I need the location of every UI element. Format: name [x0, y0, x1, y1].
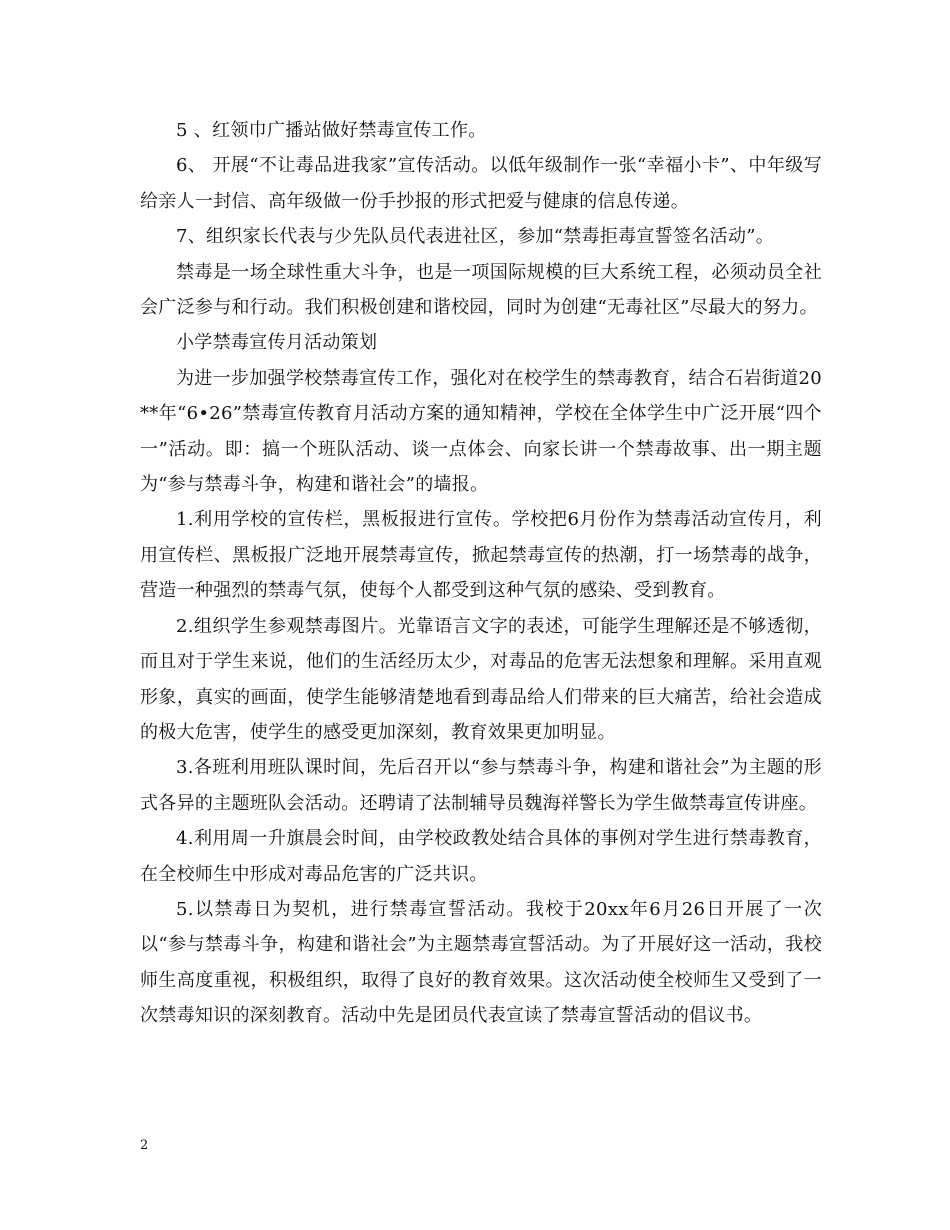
paragraph-point-5: 5.以禁毒日为契机，进行禁毒宣誓活动。我校于20xx年6月26日开展了一次以“参与禁毒斗争，构建和谐社会”为主题禁毒宣誓活动。为了开展好这一活动，我校师生高度重视，积极组织，取得了良好的教育效果。这次活动使全校师生又受到了一次禁毒知识的深刻教育。活动中先是团员代表宣读了禁毒宣誓活动的倡议书。 [140, 898, 822, 1027]
paragraph-point-1: 1.利用学校的宣传栏，黑板报进行宣传。学校把6月份作为禁毒活动宣传月，利用宣传栏、黑板报广泛地开展禁毒宣传，掀起禁毒宣传的热潮，打一场禁毒的战争，营造一种强烈的禁毒气氛，使每个人都受到这种气氛的感染、受到教育。 [140, 509, 822, 602]
section-title: 小学禁毒宣传月活动策划 [176, 332, 378, 354]
paragraph-point-4: 4.利用周一升旗晨会时间，由学校政教处结合具体的事例对学生进行禁毒教育，在全校师生中形成对毒品危害的广泛共识。 [140, 828, 822, 885]
paragraph-item-7-community-pledge: 7、组织家长代表与少先队员代表进社区，参加“禁毒拒毒宣誓签名活动”。 [176, 226, 775, 248]
paragraph-item-6-family-campaign: 6、 开展“不让毒品进我家”宣传活动。以低年级制作一张“幸福小卡”、中年级写给亲人一封信、高年级做一份手抄报的形式把爱与健康的信息传递。 [140, 155, 822, 212]
paragraph-point-2: 2.组织学生参观禁毒图片。光靠语言文字的表述，可能学生理解还是不够透彻，而且对于学生来说，他们的生活经历太少，对毒品的危害无法想象和理解。采用直观形象，真实的画面，使学生能够清楚地看到毒品给人们带来的巨大痛苦，给社会造成的极大危害，使学生的感受更加深刻，教育效果更加明显。 [140, 615, 822, 743]
document-body [140, 113, 822, 1034]
paragraph-item-5-broadcast: 5 、红领巾广播站做好禁毒宣传工作。 [176, 120, 487, 141]
paragraph-introduction: 为进一步加强学校禁毒宣传工作，强化对在校学生的禁毒教育，结合石岩街道20**年“6•26”禁毒宣传教育月活动方案的通知精神，学校在全体学生中广泛开展“四个一”活动。即：搞一个班队活动、谈一点体会、向家长讲一个禁毒故事、出一期主题为“参与禁毒斗争，构建和谐社会”的墙报。 [140, 367, 822, 496]
paragraph-drug-prohibition-statement: 禁毒是一场全球性重大斗争，也是一项国际规模的巨大系统工程，必须动员全社会广泛参与和行动。我们积极创建和谐校园，同时为创建“无毒社区”尽最大的努力。 [140, 261, 822, 319]
paragraph-point-3: 3.各班利用班队课时间，先后召开以“参与禁毒斗争，构建和谐社会”为主题的形式各异的主题班队会活动。还聘请了法制辅导员魏海祥警长为学生做禁毒宣传讲座。 [140, 757, 822, 814]
page-number: 2 [140, 1138, 149, 1153]
